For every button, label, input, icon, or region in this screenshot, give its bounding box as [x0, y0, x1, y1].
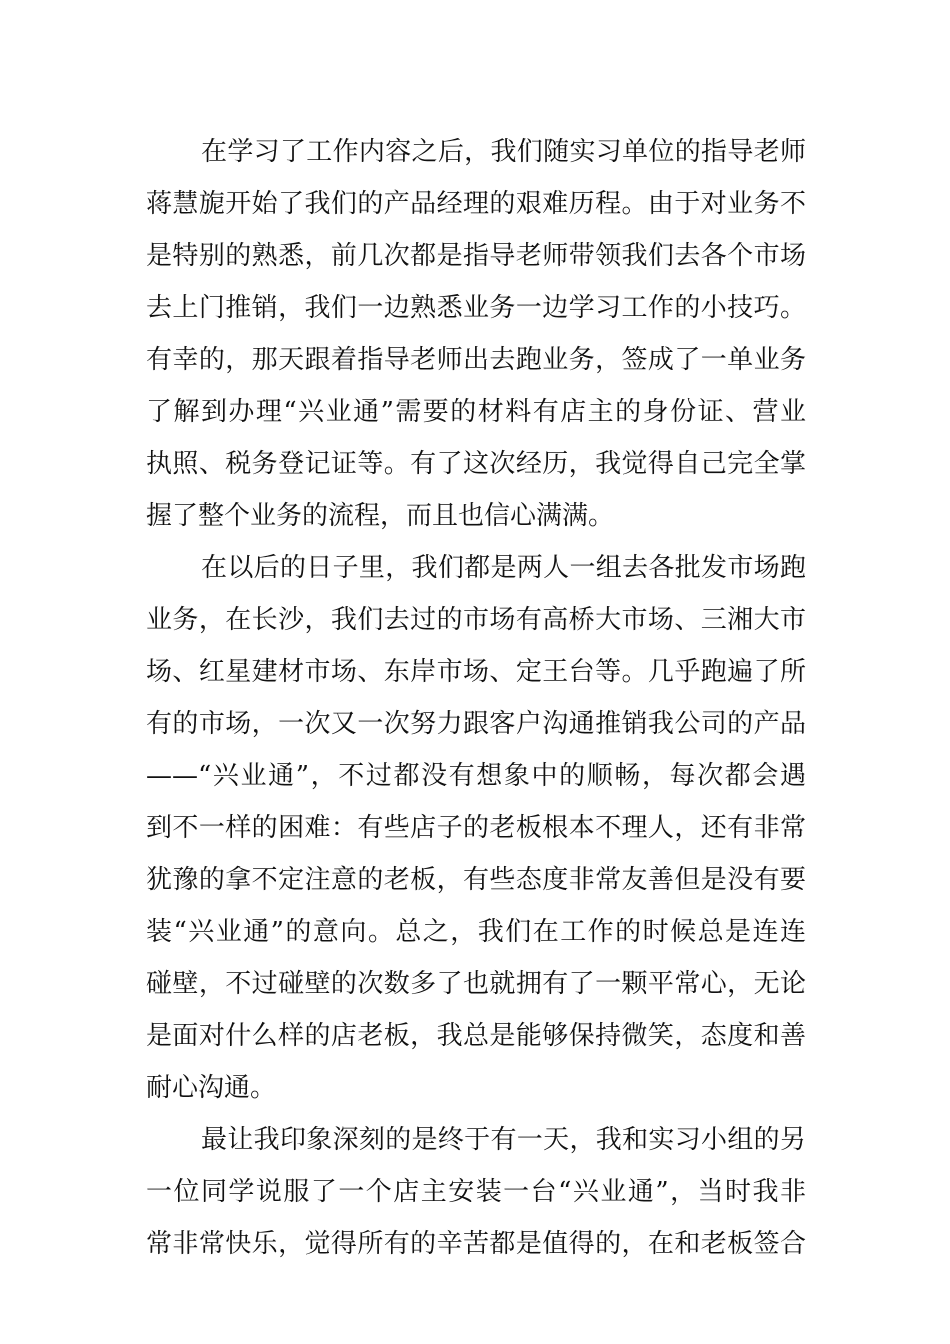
text-line: 在以后的日子里，我们都是两人一组去各批发市场跑: [201, 553, 806, 583]
text-line: ——“兴业通”，不过都没有想象中的顺畅，每次都会遇: [146, 761, 806, 791]
text-line: 握了整个业务的流程，而且也信心满满。: [146, 501, 615, 531]
text-line: 耐心沟通。: [146, 1073, 277, 1103]
text-line: 蒋慧旎开始了我们的产品经理的艰难历程。由于对业务不: [146, 189, 806, 219]
text-line: 到不一样的困难：有些店子的老板根本不理人，还有非常: [146, 813, 806, 843]
text-line: 业务，在长沙，我们去过的市场有高桥大市场、三湘大市: [146, 605, 806, 635]
text-line: 是面对什么样的店老板，我总是能够保持微笑，态度和善: [146, 1021, 806, 1051]
text-line: 是特别的熟悉，前几次都是指导老师带领我们去各个市场: [146, 241, 806, 271]
text-line: 犹豫的拿不定注意的老板，有些态度非常友善但是没有要: [146, 865, 806, 895]
text-line: 去上门推销，我们一边熟悉业务一边学习工作的小技巧。: [146, 293, 806, 323]
text-line: 装“兴业通”的意向。总之，我们在工作的时候总是连连: [146, 917, 806, 947]
text-line: 最让我印象深刻的是终于有一天，我和实习小组的另: [201, 1125, 806, 1155]
paragraph-2: [146, 542, 806, 1114]
text-line: 碰壁，不过碰壁的次数多了也就拥有了一颗平常心，无论: [146, 969, 806, 999]
text-line: 了解到办理“兴业通”需要的材料有店主的身份证、营业: [146, 397, 806, 427]
text-line: 场、红星建材市场、东岸市场、定王台等。几乎跑遍了所: [146, 657, 806, 687]
paragraph-1: [146, 126, 806, 542]
text-line: 在学习了工作内容之后，我们随实习单位的指导老师: [201, 137, 806, 167]
document-body: [146, 126, 806, 1270]
text-line: 常非常快乐，觉得所有的辛苦都是值得的，在和老板签合: [146, 1229, 806, 1259]
text-line: 一位同学说服了一个店主安装一台“兴业通”，当时我非: [146, 1177, 806, 1207]
paragraph-3: [146, 1114, 806, 1270]
text-line: 有的市场，一次又一次努力跟客户沟通推销我公司的产品: [146, 709, 806, 739]
text-line: 执照、税务登记证等。有了这次经历，我觉得自己完全掌: [146, 449, 806, 479]
text-line: 有幸的，那天跟着指导老师出去跑业务，签成了一单业务: [146, 345, 806, 375]
